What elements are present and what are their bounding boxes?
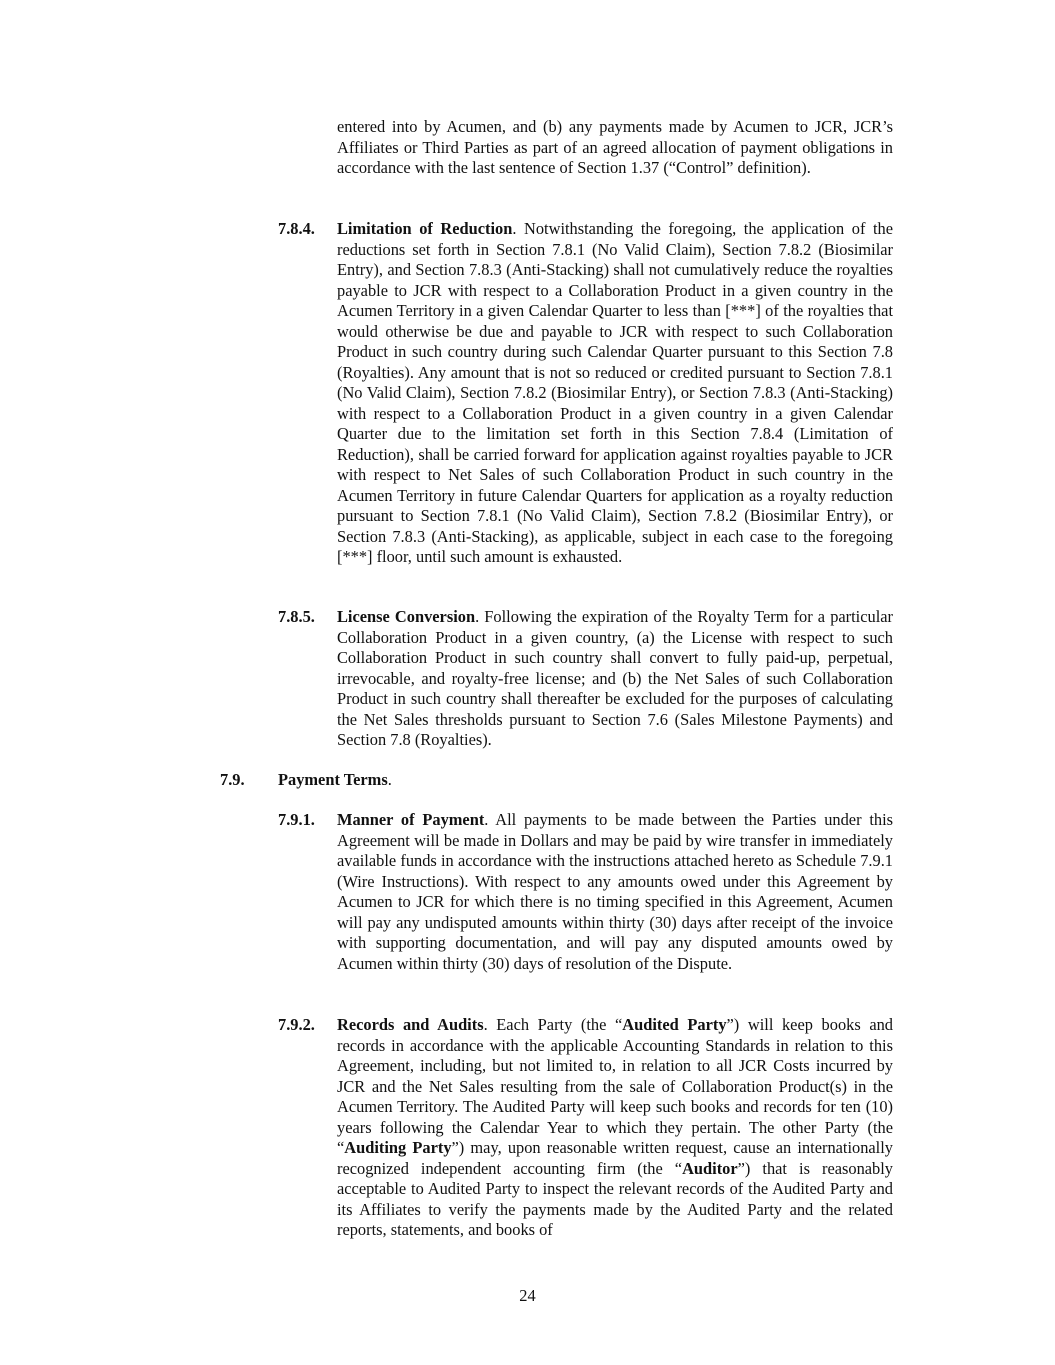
section-body: License Conversion. Following the expiration of the Royalty Term for a particular Collaboration Product in a given country, (a) the License with respect to such Collaboration Product in such country shall convert to fully paid-up, perpetual, irrevocable, and royalty-free license; and (b) the Net Sales of such Collaboration Product in such country shall thereafter be excluded for the purposes of calculating the Net Sales thresholds pursuant to Section 7.6 (Sales Milestone Payments) and Section 7.8 (Royalties). (337, 607, 893, 749)
defined-term: Auditor (682, 1158, 738, 1178)
section-body: Manner of Payment. All payments to be made between the Parties under this Agreement will be made in Dollars and may be paid by wire transfer in immediately available funds in accordance with the instructions attached hereto as Schedule 7.9.1 (Wire Instructions). With respect to any amounts owed under this Agreement by Acumen to JCR for which there is no timing specified in this Agreement, Acumen will pay any undisputed amounts within thirty (30) days after receipt of the invoice with supporting documentation, and will pay any disputed amounts owed by Acumen within thirty (30) days of resolution of the Dispute. (337, 810, 894, 973)
defined-term: Auditing Party (344, 1138, 452, 1157)
section-heading: License Conversion (337, 607, 476, 626)
section-number: 7.9.2. (278, 1015, 315, 1034)
section-body: Limitation of Reduction. Notwithstanding the foregoing, the application of the reductions set forth in Section 7.8.1 (No Valid Claim), Section 7.8.2 (Biosimilar Entry), and Section 7.8.3 (Anti-Stacking) shall not cumulatively reduce the royalties payable to JCR with respect to a Collaboration Product in a given country in the Acumen Territory in a given Calendar Quarter to less than [***] of the royalties that would otherwise be due and payable to JCR with respect to such Collaboration Product in such country during such Calendar Quarter pursuant to this Section 7.8 (Royalties). Any amount that is not so reduced or credited pursuant to Section 7.8.1 (No Valid Claim), Section 7.8.2 (Biosimilar Entry), or Section 7.8.3 (Anti-Stacking) with respect to a Collaboration Product in a given country in a given Calendar Quarter due to the limitation set forth in this Section 7.8.4 (Limitation of Reduction), shall be carried forward for application against royalties payable to JCR with respect to Net Sales of such Collaboration Product in such country in the Acumen Territory in future Calendar Quarters for application as a royalty reduction pursuant to Section 7.8.1 (No Valid Claim), Section 7.8.2 (Biosimilar Entry), or Section 7.8.3 (Anti-Stacking), as applicable, subject in each case to the foregoing [***] floor, until such amount is exhausted. (337, 219, 893, 566)
section-heading: Limitation of Reduction (337, 219, 513, 238)
section-number: 7.8.4. (278, 219, 315, 238)
section-heading: Records and Audits (337, 1015, 484, 1034)
continuation-paragraph: entered into by Acumen, and (b) any payments made by Acumen to JCR, JCR’s Affiliates or Third Parties as part of an agreed allocation of payment obligations in accordance with the last sentence of Section 1.37 (“Control” definition). (337, 117, 893, 177)
section-number: 7.9. (220, 770, 245, 789)
section-heading: Manner of Payment (337, 810, 485, 829)
section-body: Records and Audits. Each Party (the “Audited Party”) will keep books and records in accordance with the applicable Accounting Standards in relation to this Agreement, including, but not limited to, in relation to all JCR Costs incurred by JCR and the Net Sales resulting from the sale of Collaboration Product(s) in the Acumen Territory. The Audited Party will keep such books and records for ten (10) years following the Calendar Year to which they pertain. The other Party (the “Auditing Party”) may, upon reasonable written request, cause an internationally recognized independent accounting firm (the “Auditor”) that is reasonably acceptable to Audited Party to inspect the relevant records of the Audited Party and its Affiliates to verify the payments made by the Audited Party and the related reports, statements, and books of (337, 1015, 893, 1239)
section-title: Payment Terms. (278, 770, 392, 789)
defined-term: Audited Party (622, 1015, 727, 1034)
section-number: 7.9.1. (278, 810, 315, 829)
section-number: 7.8.5. (278, 607, 315, 626)
page-number: 24 (519, 1286, 536, 1305)
